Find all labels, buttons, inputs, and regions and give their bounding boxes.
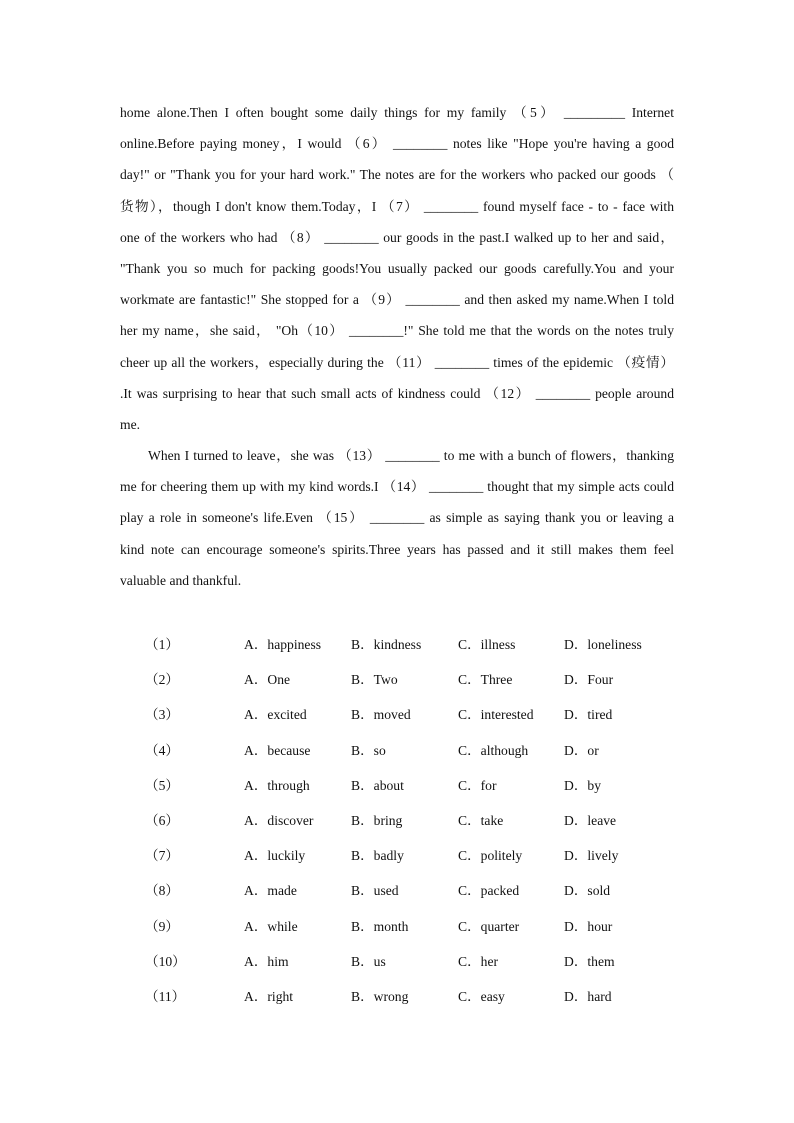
question-number: （4） — [145, 742, 179, 758]
option-d: D．lively — [564, 848, 619, 864]
option-b: B．us — [351, 953, 386, 969]
option-a: A．excited — [244, 707, 307, 723]
passage-line: cheer up all the workers，especially during the （11） ________ times of the epidemic （疫情） — [120, 354, 674, 370]
option-c: C．her — [458, 953, 499, 969]
option-b: B．about — [351, 777, 404, 793]
passage-line: kind note can encourage someone's spirits.Three years has passed and it still makes them feel — [120, 541, 674, 557]
option-c: C．illness — [458, 637, 516, 652]
option-a: A．because — [244, 742, 311, 758]
option-b: B．used — [351, 883, 399, 899]
option-d: D．sold — [564, 883, 611, 899]
passage-line: online.Before paying money，I would （6） ________ notes like "Hope you're having a good — [120, 136, 674, 152]
question-number: （5） — [145, 777, 179, 793]
option-d: D．leave — [564, 812, 617, 828]
option-b: B．Two — [351, 672, 398, 688]
option-d: D．tired — [564, 707, 613, 723]
option-c: C．packed — [458, 883, 520, 899]
option-a: A．made — [244, 883, 297, 899]
option-b: B．kindness — [351, 637, 422, 652]
option-b: B．so — [351, 742, 386, 758]
option-d: D．Four — [564, 672, 614, 688]
option-c: C．interested — [458, 707, 534, 723]
option-a: A．happiness — [244, 637, 322, 652]
option-a: A．him — [244, 953, 289, 969]
passage-line: When I turned to leave，she was （13） ________ to me with a bunch of flowers，thanking — [148, 448, 674, 464]
option-c: C．although — [458, 742, 529, 758]
question-number: （2） — [145, 672, 179, 688]
passage-line: 货物），though I don't know them.Today，I （7） ________ found myself face - to - face with — [120, 198, 674, 214]
option-d: D．or — [564, 742, 599, 758]
option-c: C．for — [458, 777, 497, 793]
option-d: D．hour — [564, 918, 613, 934]
option-c: C．Three — [458, 672, 513, 688]
option-a: A．right — [244, 988, 294, 1004]
option-b: B．badly — [351, 848, 404, 864]
option-d: D．loneliness — [564, 637, 642, 652]
option-a: A．discover — [244, 812, 314, 828]
option-c: C．politely — [458, 848, 523, 864]
question-number: （7） — [145, 848, 179, 864]
passage-line: her my name，she said， "Oh（10） ________!" She told me that the words on the notes truly — [120, 323, 674, 339]
question-number: （10） — [145, 953, 186, 969]
option-d: D．hard — [564, 988, 612, 1004]
question-number: （9） — [145, 918, 179, 934]
option-c: C．take — [458, 812, 504, 828]
option-a: A．luckily — [244, 848, 306, 864]
passage-line: me. — [120, 416, 141, 432]
question-number: （11） — [145, 988, 186, 1004]
passage-text — [120, 97, 674, 596]
passage-line: me for cheering them up with my kind words.I （14） ________ thought that my simple acts could — [120, 479, 674, 495]
option-d: D．by — [564, 777, 602, 793]
passage-line: .It was surprising to hear that such small acts of kindness could （12） ________ people around — [120, 385, 674, 401]
passage-line: day!" or "Thank you for your hard work." The notes are for the workers who packed our goods （ — [120, 167, 674, 183]
option-b: B．bring — [351, 812, 403, 828]
passage-line: home alone.Then I often bought some daily things for my family （5） _________ Internet — [120, 105, 674, 120]
passage-line: valuable and thankful. — [120, 572, 242, 588]
option-b: B．wrong — [351, 988, 409, 1004]
question-number: （8） — [145, 883, 179, 899]
option-a: A．while — [244, 918, 298, 934]
option-b: B．moved — [351, 707, 411, 723]
passage-line: "Thank you so much for packing goods!You usually packed our goods carefully.You and your — [120, 260, 674, 276]
option-c: C．easy — [458, 988, 505, 1004]
passage-line: one of the workers who had （8） ________ our goods in the past.I walked up to her and said， — [120, 229, 674, 245]
question-number: （1） — [145, 637, 179, 652]
option-d: D．them — [564, 953, 615, 969]
option-a: A．One — [244, 672, 291, 688]
question-number: （6） — [145, 812, 179, 828]
passage-line: play a role in someone's life.Even （15） ________ as simple as saying thank you or leaving a — [120, 510, 674, 526]
option-b: B．month — [351, 918, 409, 934]
option-a: A．through — [244, 777, 310, 793]
question-number: （3） — [145, 707, 179, 723]
option-c: C．quarter — [458, 918, 520, 934]
passage-line: workmate are fantastic!" She stopped for a （9） ________ and then asked my name.When I told — [120, 292, 674, 308]
